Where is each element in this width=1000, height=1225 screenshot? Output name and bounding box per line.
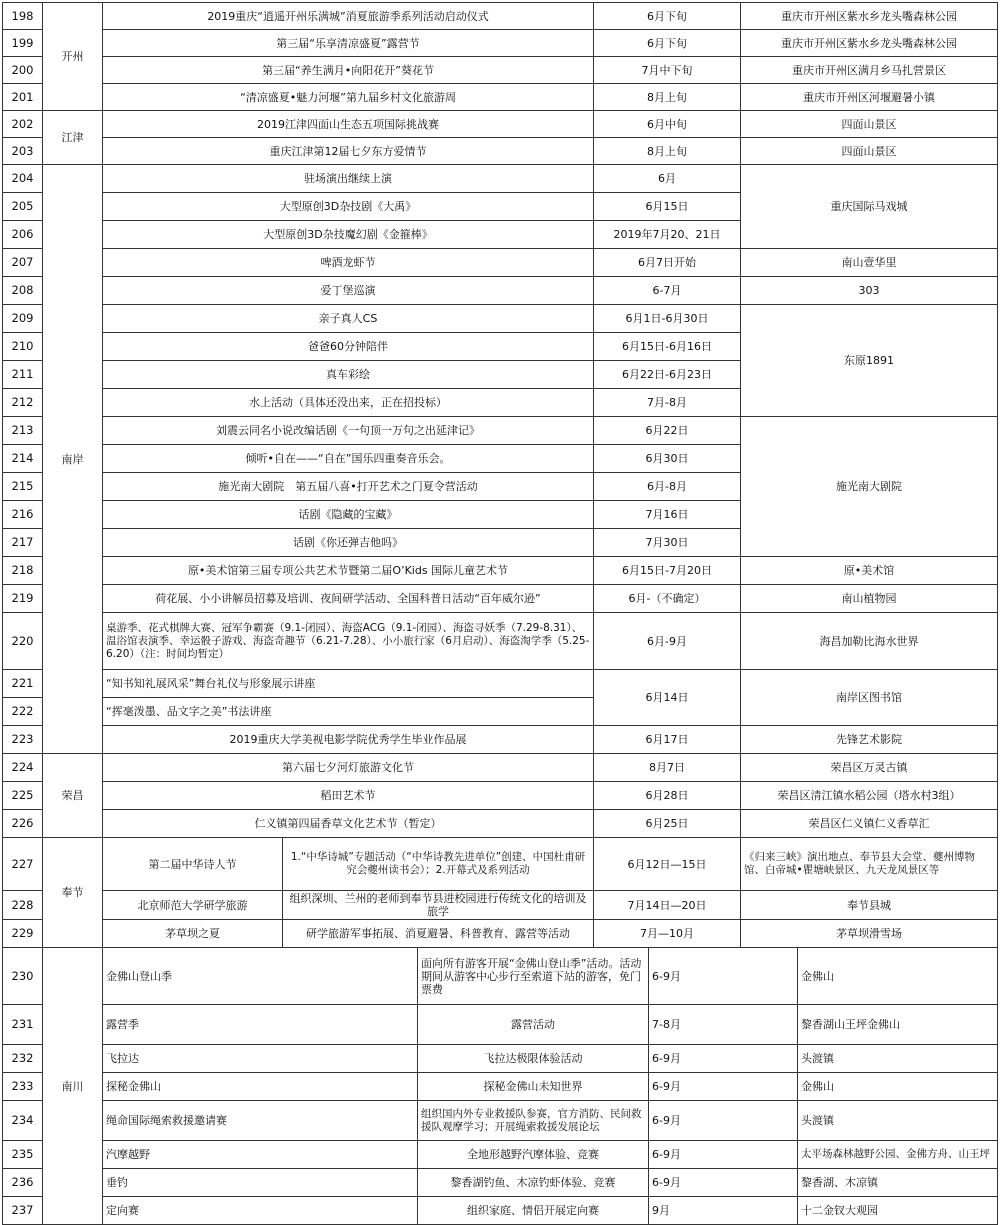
event-cell: 面向所有游客开展“金佛山登山季”活动。活动期间从游客中心步行至索道下站的游客，免门票费 — [418, 948, 649, 1005]
event-cell: 黎香湖钓鱼、木凉钓虾体验、竞赛 — [418, 1169, 649, 1197]
row-number: 228 — [3, 891, 43, 920]
row-number: 234 — [3, 1101, 43, 1141]
table-row — [3, 782, 998, 810]
event-cell: 第三届“养生满月•向阳花开”葵花节 — [103, 57, 594, 84]
row-number: 237 — [3, 1197, 43, 1225]
row-number: 214 — [3, 445, 43, 473]
time-cell: 7月-8月 — [594, 389, 741, 417]
place-cell: 南山壹华里 — [741, 249, 998, 277]
time-cell: 6-9月 — [649, 1141, 798, 1169]
table-row — [3, 838, 998, 891]
region-cell: 开州 — [43, 3, 103, 111]
activity-name-cell: 绳命国际绳索救援邀请赛 — [103, 1101, 418, 1141]
table-row — [3, 557, 998, 585]
time-cell: 6月15日-6月16日 — [594, 333, 741, 361]
time-cell: 6月 — [594, 165, 741, 193]
table-row — [3, 138, 998, 165]
activity-name-cell: 金佛山登山季 — [103, 948, 418, 1005]
time-cell: 6月下旬 — [594, 30, 741, 57]
place-cell: 303 — [741, 277, 998, 305]
place-cell: 黎香湖山王坪金佛山 — [798, 1005, 998, 1045]
place-cell: 十二金钗大观园 — [798, 1197, 998, 1225]
event-cell: 大型原创3D杂技魔幻剧《金箍棒》 — [103, 221, 594, 249]
place-cell: 茅草坝滑雪场 — [741, 920, 998, 948]
row-number: 198 — [3, 3, 43, 30]
event-cell: 飞拉达极限体验活动 — [418, 1045, 649, 1073]
activity-name-cell: 北京师范大学研学旅游 — [103, 891, 283, 920]
time-cell: 6月28日 — [594, 782, 741, 810]
row-number: 227 — [3, 838, 43, 891]
place-cell: 海昌加勒比海水世界 — [741, 613, 998, 670]
events-table — [2, 2, 998, 1225]
row-number: 210 — [3, 333, 43, 361]
event-cell: “知书知礼展风采”舞台礼仪与形象展示讲座 — [103, 670, 594, 698]
row-number: 223 — [3, 726, 43, 754]
time-cell: 6月15日-7月20日 — [594, 557, 741, 585]
place-cell: 奉节县城 — [741, 891, 998, 920]
place-cell: 荣昌区仁义镇仁义香草汇 — [741, 810, 998, 838]
time-cell: 6-7月 — [594, 277, 741, 305]
row-number: 222 — [3, 698, 43, 726]
place-cell: 先锋艺术影院 — [741, 726, 998, 754]
event-cell: 话剧《你还弹吉他吗》 — [103, 529, 594, 557]
place-cell: 黎香湖、木凉镇 — [798, 1169, 998, 1197]
row-number: 208 — [3, 277, 43, 305]
table-row — [3, 165, 998, 193]
time-cell: 8月上旬 — [594, 138, 741, 165]
row-number: 221 — [3, 670, 43, 698]
row-number: 209 — [3, 305, 43, 333]
row-number: 224 — [3, 754, 43, 782]
table-row — [3, 57, 998, 84]
row-number: 211 — [3, 361, 43, 389]
activity-name-cell: 探秘金佛山 — [103, 1073, 418, 1101]
event-cell: 爱丁堡巡演 — [103, 277, 594, 305]
event-cell: 露营活动 — [418, 1005, 649, 1045]
row-number: 231 — [3, 1005, 43, 1045]
time-cell: 6-9月 — [649, 1045, 798, 1073]
place-cell: 重庆市开州区河堰避暑小镇 — [741, 84, 998, 111]
activity-name-cell: 露营季 — [103, 1005, 418, 1045]
table-row — [3, 1073, 998, 1101]
place-cell: 四面山景区 — [741, 111, 998, 138]
event-cell: 2019重庆大学美视电影学院优秀学生毕业作品展 — [103, 726, 594, 754]
event-cell: 驻场演出继续上演 — [103, 165, 594, 193]
time-cell: 6-9月 — [649, 1169, 798, 1197]
place-cell: 南山植物园 — [741, 585, 998, 613]
row-number: 204 — [3, 165, 43, 193]
event-cell: “清凉盛夏•魅力河堰”第九届乡村文化旅游周 — [103, 84, 594, 111]
table-row — [3, 670, 998, 698]
place-cell: 重庆市开州区满月乡马扎营景区 — [741, 57, 998, 84]
event-cell: “挥毫泼墨、品文字之美”书法讲座 — [103, 698, 594, 726]
table-row — [3, 277, 998, 305]
row-number: 232 — [3, 1045, 43, 1073]
event-cell: 重庆江津第12届七夕东方爱情节 — [103, 138, 594, 165]
time-cell: 6-9月 — [649, 948, 798, 1005]
table-row — [3, 891, 998, 920]
event-cell: 2019江津四面山生态五项国际挑战赛 — [103, 111, 594, 138]
row-number: 200 — [3, 57, 43, 84]
event-cell: 仁义镇第四届香草文化艺术节（暂定） — [103, 810, 594, 838]
row-number: 233 — [3, 1073, 43, 1101]
time-cell: 6月14日 — [594, 670, 741, 726]
place-cell: 头渡镇 — [798, 1101, 998, 1141]
time-cell: 6月中旬 — [594, 111, 741, 138]
place-cell: 荣昌区万灵古镇 — [741, 754, 998, 782]
row-number: 202 — [3, 111, 43, 138]
event-cell: 组织国内外专业救援队参赛，官方消防、民间救援队观摩学习；开展绳索救援发展论坛 — [418, 1101, 649, 1141]
event-cell: 组织家庭、情侣开展定向赛 — [418, 1197, 649, 1225]
time-cell: 6月25日 — [594, 810, 741, 838]
place-cell: 原•美术馆 — [741, 557, 998, 585]
place-cell: 金佛山 — [798, 948, 998, 1005]
time-cell: 7-8月 — [649, 1005, 798, 1045]
row-number: 226 — [3, 810, 43, 838]
time-cell: 7月14日—20日 — [594, 891, 741, 920]
row-number: 199 — [3, 30, 43, 57]
table-row — [3, 84, 998, 111]
row-number: 213 — [3, 417, 43, 445]
row-number: 212 — [3, 389, 43, 417]
row-number: 205 — [3, 193, 43, 221]
region-cell: 荣昌 — [43, 754, 103, 838]
time-cell: 8月7日 — [594, 754, 741, 782]
time-cell: 2019年7月20、21日 — [594, 221, 741, 249]
table-row — [3, 810, 998, 838]
place-cell: 头渡镇 — [798, 1045, 998, 1073]
time-cell: 6月7日开始 — [594, 249, 741, 277]
event-cell: 真车彩绘 — [103, 361, 594, 389]
region-cell: 南岸 — [43, 165, 103, 754]
event-cell: 第六届七夕河灯旅游文化节 — [103, 754, 594, 782]
table-row — [3, 585, 998, 613]
time-cell: 6月15日 — [594, 193, 741, 221]
event-cell: 刘震云同名小说改编话剧《一句顶一万句之出延津记》 — [103, 417, 594, 445]
row-number: 236 — [3, 1169, 43, 1197]
event-cell: 2019重庆“逍遥开州乐满城”消夏旅游季系列活动启动仪式 — [103, 3, 594, 30]
time-cell: 7月中下旬 — [594, 57, 741, 84]
table-row — [3, 1045, 998, 1073]
row-number: 220 — [3, 613, 43, 670]
event-cell: 原•美术馆第三届专项公共艺术节暨第二届O’Kids 国际儿童艺术节 — [103, 557, 594, 585]
time-cell: 6月22日-6月23日 — [594, 361, 741, 389]
place-cell: 太平场森林越野公园、金佛方舟、山王坪 — [798, 1141, 998, 1169]
table-row — [3, 305, 998, 333]
place-cell: 金佛山 — [798, 1073, 998, 1101]
table-row — [3, 249, 998, 277]
event-cell: 大型原创3D杂技剧《大禹》 — [103, 193, 594, 221]
region-cell: 南川 — [43, 948, 103, 1225]
time-cell: 6月12日—15日 — [594, 838, 741, 891]
table-row — [3, 1101, 998, 1141]
table-row — [3, 613, 998, 670]
event-cell: 稻田艺术节 — [103, 782, 594, 810]
time-cell: 8月上旬 — [594, 84, 741, 111]
time-cell: 7月16日 — [594, 501, 741, 529]
activity-name-cell: 茅草坝之夏 — [103, 920, 283, 948]
row-number: 229 — [3, 920, 43, 948]
time-cell: 6月-9月 — [594, 613, 741, 670]
row-number: 225 — [3, 782, 43, 810]
time-cell: 6-9月 — [649, 1073, 798, 1101]
event-cell: 全地形越野汽摩体验、竞赛 — [418, 1141, 649, 1169]
event-cell: 组织深圳、兰州的老师到奉节县进校园进行传统文化的培训及旅学 — [283, 891, 594, 920]
time-cell: 7月—10月 — [594, 920, 741, 948]
time-cell: 6月22日 — [594, 417, 741, 445]
table-row — [3, 1141, 998, 1169]
table-row — [3, 111, 998, 138]
time-cell: 6月1日-6月30日 — [594, 305, 741, 333]
place-cell: 《归来三峡》演出地点、奉节县大会堂、夔州博物馆、白帝城•瞿塘峡景区、九天龙凤景区等 — [741, 838, 998, 891]
time-cell: 6月17日 — [594, 726, 741, 754]
activity-name-cell: 飞拉达 — [103, 1045, 418, 1073]
table-row — [3, 754, 998, 782]
event-cell: 啤酒龙虾节 — [103, 249, 594, 277]
row-number: 216 — [3, 501, 43, 529]
table-row — [3, 417, 998, 445]
event-cell: 第三届“乐享清凉盛夏”露营节 — [103, 30, 594, 57]
row-number: 206 — [3, 221, 43, 249]
place-cell: 南岸区图书馆 — [741, 670, 998, 726]
place-cell: 东原1891 — [741, 305, 998, 417]
table-row — [3, 948, 998, 1005]
region-cell: 江津 — [43, 111, 103, 165]
table-row — [3, 1005, 998, 1045]
event-cell: 探秘金佛山未知世界 — [418, 1073, 649, 1101]
time-cell: 6月-8月 — [594, 473, 741, 501]
time-cell: 6月-（不确定） — [594, 585, 741, 613]
row-number: 235 — [3, 1141, 43, 1169]
table-row — [3, 1169, 998, 1197]
activity-name-cell: 第二届中华诗人节 — [103, 838, 283, 891]
table-row — [3, 726, 998, 754]
place-cell: 重庆市开州区紫水乡龙头嘴森林公园 — [741, 3, 998, 30]
row-number: 215 — [3, 473, 43, 501]
table-row — [3, 30, 998, 57]
time-cell: 9月 — [649, 1197, 798, 1225]
table-row — [3, 920, 998, 948]
event-cell: 1.“中华诗城”专题活动（“中华诗教先进单位”创建、中国杜甫研究会夔州读书会）；2.开幕式及系列活动 — [283, 838, 594, 891]
time-cell: 6月下旬 — [594, 3, 741, 30]
event-cell: 桌游季、花式棋牌大赛、冠军争霸赛（9.1-闭园）、海盗ACG（9.1-闭园）、海盗寻妖季（7.29-8.31）、温浴馆表演季、幸运骰子游戏、海盗奇趣节（6.21-7.28）、小小旅行家（6月启动）、海盗淘学季（5.25-6.20）（注：时间均暂定） — [103, 613, 594, 670]
time-cell: 7月30日 — [594, 529, 741, 557]
row-number: 219 — [3, 585, 43, 613]
event-cell: 水上活动（具体还没出来，正在招投标） — [103, 389, 594, 417]
table-row — [3, 3, 998, 30]
row-number: 230 — [3, 948, 43, 1005]
place-cell: 荣昌区清江镇水稻公园（塔水村3组） — [741, 782, 998, 810]
activity-name-cell: 垂钓 — [103, 1169, 418, 1197]
row-number: 218 — [3, 557, 43, 585]
event-cell: 荷花展、小小讲解员招募及培训、夜间研学活动、全国科普日活动“百年威尔逊” — [103, 585, 594, 613]
row-number: 207 — [3, 249, 43, 277]
row-number: 203 — [3, 138, 43, 165]
place-cell: 重庆市开州区紫水乡龙头嘴森林公园 — [741, 30, 998, 57]
place-cell: 重庆国际马戏城 — [741, 165, 998, 249]
activity-name-cell: 汽摩越野 — [103, 1141, 418, 1169]
activity-name-cell: 定向赛 — [103, 1197, 418, 1225]
table-row — [3, 1197, 998, 1225]
place-cell: 四面山景区 — [741, 138, 998, 165]
event-cell: 爸爸60分钟陪伴 — [103, 333, 594, 361]
time-cell: 6月30日 — [594, 445, 741, 473]
event-cell: 亲子真人CS — [103, 305, 594, 333]
event-cell: 话剧《隐藏的宝藏》 — [103, 501, 594, 529]
place-cell: 施光南大剧院 — [741, 417, 998, 557]
event-cell: 倾听•自在——“自在”国乐四重奏音乐会。 — [103, 445, 594, 473]
event-cell: 施光南大剧院 第五届八喜•打开艺术之门夏令营活动 — [103, 473, 594, 501]
region-cell: 奉节 — [43, 838, 103, 948]
row-number: 201 — [3, 84, 43, 111]
row-number: 217 — [3, 529, 43, 557]
time-cell: 6-9月 — [649, 1101, 798, 1141]
event-cell: 研学旅游军事拓展、消夏避暑、科普教育、露营等活动 — [283, 920, 594, 948]
